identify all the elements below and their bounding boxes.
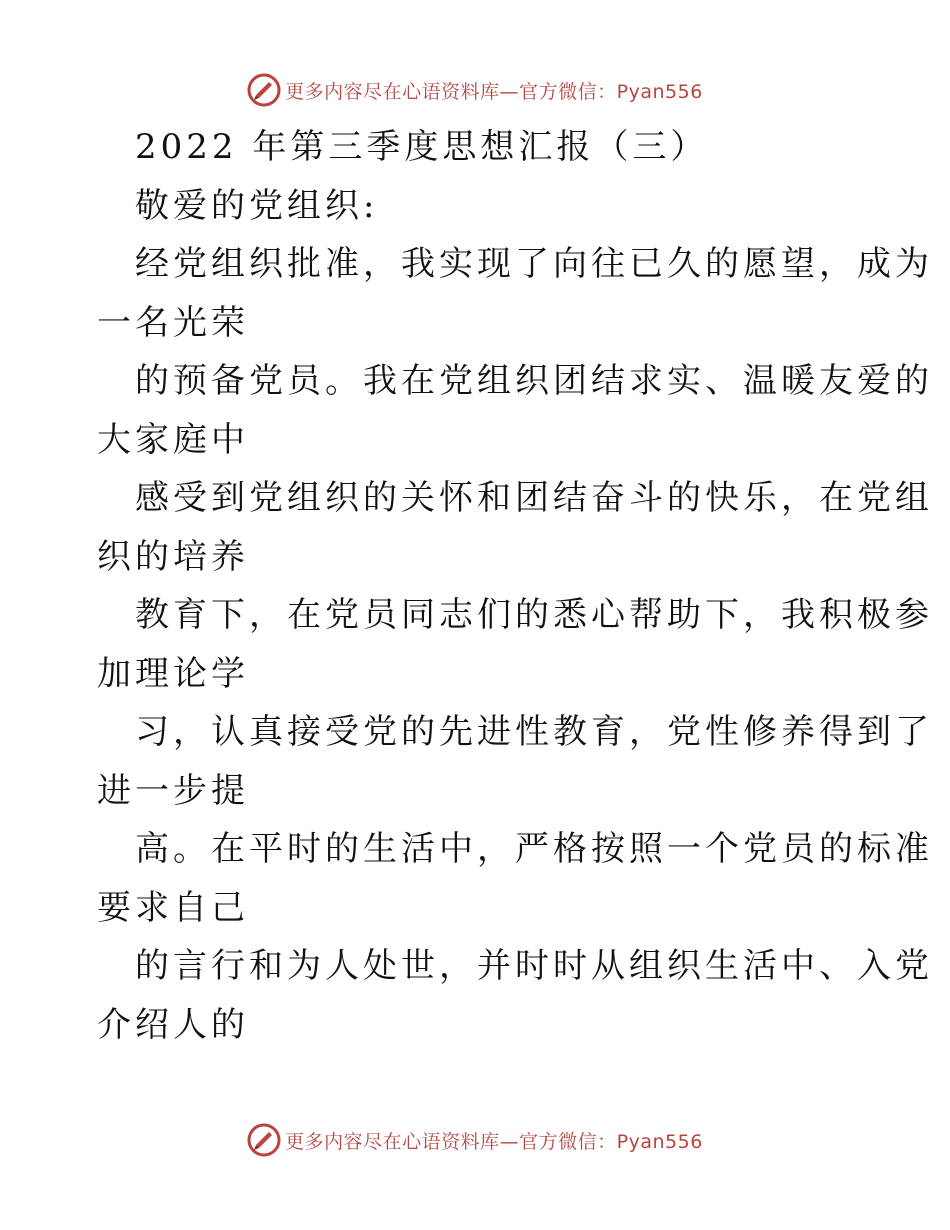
text-line: 的预备党员。我在党组织团结求实、温暖友爱的 (135, 361, 933, 401)
text-line: 教育下，在党员同志们的悉心帮助下，我积极参 (135, 595, 933, 635)
header-banner (0, 70, 950, 110)
text-line: 介绍人的 (97, 1004, 249, 1045)
text-line: 习，认真接受党的先进性教育，党性修养得到了 (135, 712, 933, 752)
header-banner-text: 更多内容尽在心语资料库—官方微信：Pyan556 (285, 80, 703, 103)
text-line: 进一步提 (97, 770, 249, 811)
document-title: 2022 年第三季度思想汇报（三） (135, 127, 709, 167)
text-line: 大家庭中 (97, 419, 249, 460)
text-line: 加理论学 (97, 653, 249, 694)
text-line: 织的培养 (97, 536, 249, 577)
text-line: 感受到党组织的关怀和团结奋斗的快乐，在党组 (135, 478, 933, 518)
text-line: 高。在平时的生活中，严格按照一个党员的标准 (135, 829, 933, 869)
footer-banner (0, 1120, 950, 1160)
text-line: 经党组织批准，我实现了向往已久的愿望，成为 (135, 244, 933, 284)
text-line: 的言行和为人处世，并时时从组织生活中、入党 (135, 946, 933, 986)
text-line: 敬爱的党组织: (135, 185, 379, 226)
text-line: 一名光荣 (97, 302, 249, 343)
logo-icon (247, 73, 281, 107)
text-line: 要求自己 (97, 887, 249, 928)
logo-icon (247, 1123, 281, 1157)
document-body (97, 118, 933, 1054)
footer-banner-text: 更多内容尽在心语资料库—官方微信：Pyan556 (285, 1130, 703, 1153)
